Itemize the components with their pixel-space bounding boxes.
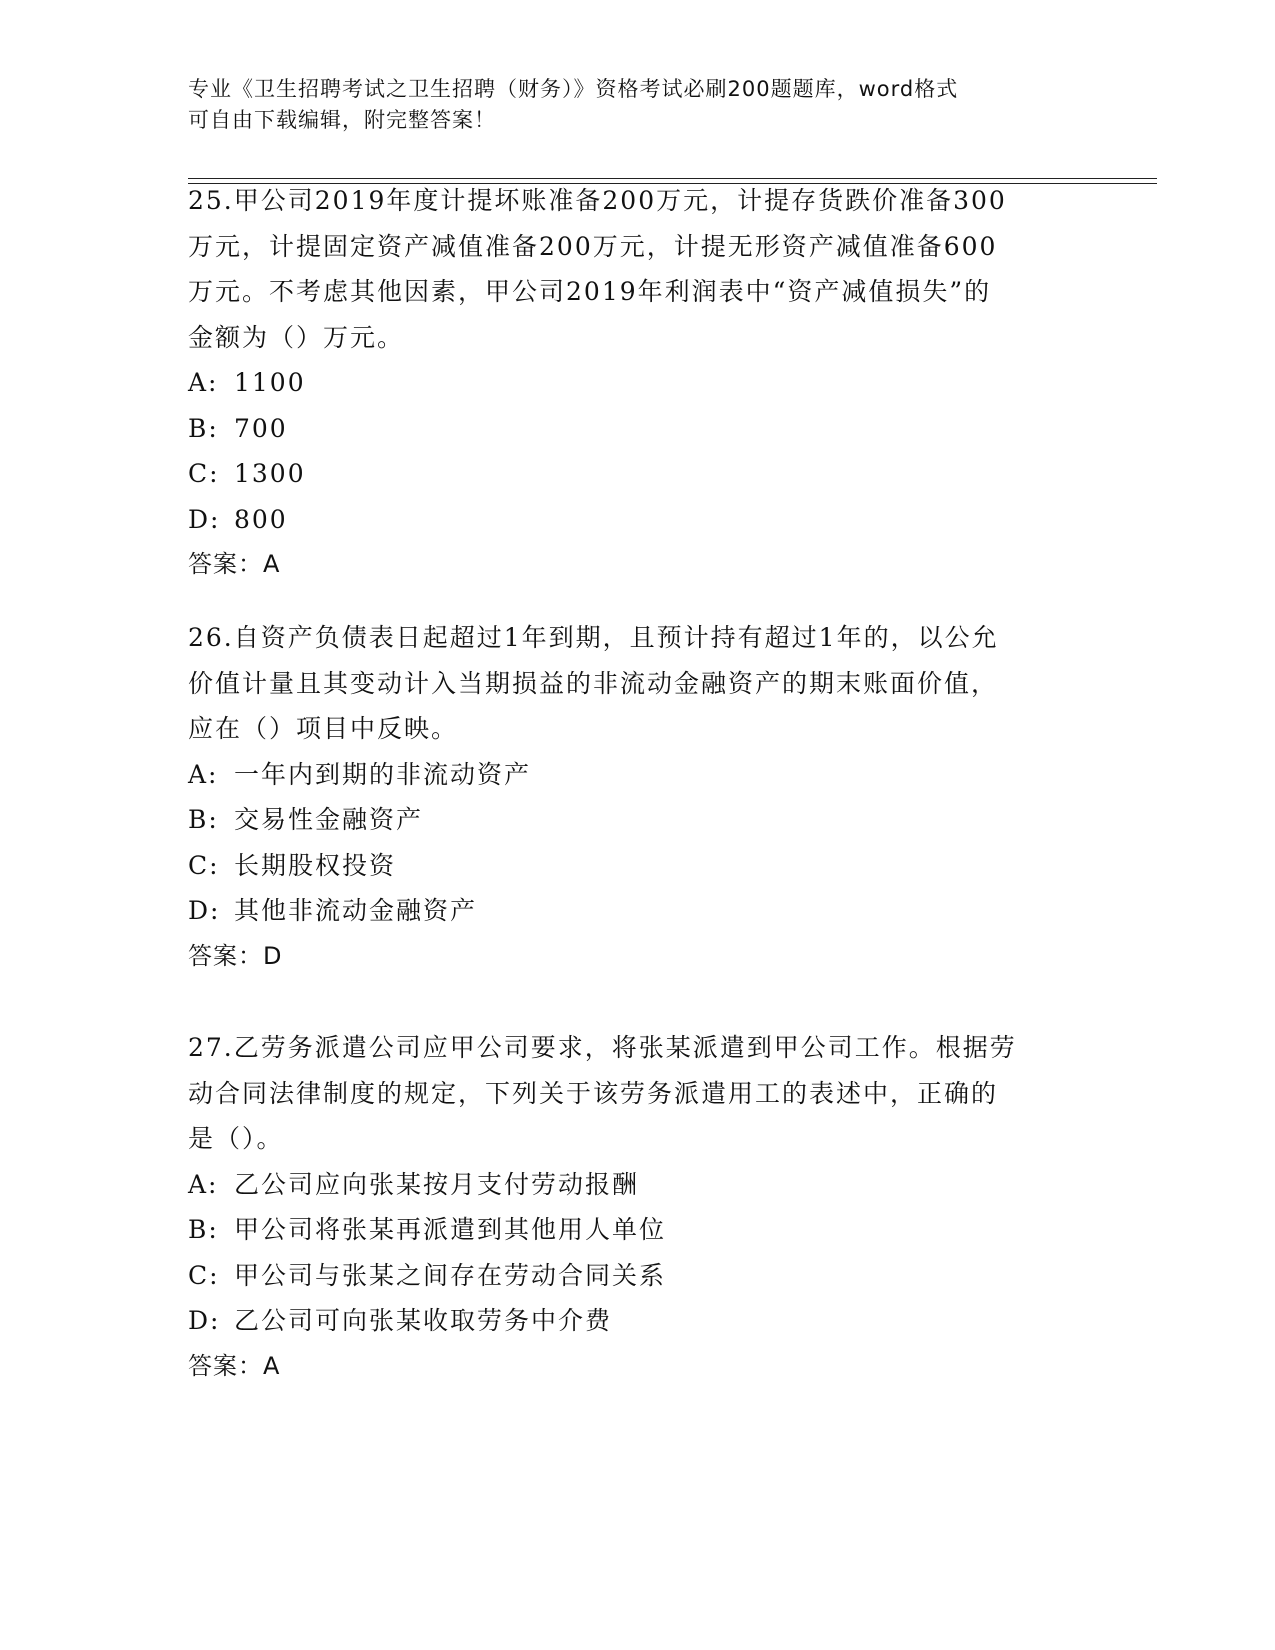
answer-line: 答案：A (188, 550, 281, 578)
option-letter: A: (188, 759, 219, 789)
option-text: 1100 (234, 368, 306, 397)
option-d (188, 888, 1088, 934)
option-d (188, 1298, 1088, 1344)
question-stem-line: 27.乙劳务派遣公司应甲公司要求，将张某派遣到甲公司工作。根据劳 (188, 1033, 1017, 1062)
question-stem-line: 万元，计提固定资产减值准备200万元，计提无形资产减值准备600 (188, 231, 998, 261)
option-c (188, 843, 1088, 889)
option-text: 700 (234, 413, 288, 443)
question-stem-line: 25.甲公司2019年度计提坏账准备200万元，计提存货跌价准备300 (188, 186, 1007, 215)
question-stem-line: 动合同法律制度的规定，下列关于该劳务派遣用工的表述中，正确的 (188, 1078, 999, 1108)
option-text: 一年内到期的非流动资产 (234, 759, 532, 789)
option-letter: B: (188, 1215, 219, 1244)
option-letter: D: (188, 896, 221, 925)
option-letter: B: (188, 805, 219, 834)
question-25 (188, 178, 1088, 588)
option-b (188, 797, 1088, 843)
option-letter: A: (188, 1169, 219, 1199)
question-26 (188, 615, 1088, 979)
question-stem-line: 应在（）项目中反映。 (188, 714, 459, 743)
option-letter: A: (188, 368, 219, 397)
option-a (188, 752, 1088, 798)
option-letter: C: (188, 1260, 220, 1290)
option-text: 长期股权投资 (234, 850, 397, 880)
option-text: 甲公司与张某之间存在劳动合同关系 (234, 1260, 667, 1290)
question-stem-line: 26.自资产负债表日起超过1年到期，且预计持有超过1年的，以公允 (188, 623, 999, 652)
header-title-line-2: 可自由下载编辑，附完整答案！ (188, 108, 496, 132)
option-text: 乙公司应向张某按月支付劳动报酬 (234, 1169, 640, 1199)
header-title-line-1: 专业《卫生招聘考试之卫生招聘（财务）》资格考试必刷200题题库，word格式 (188, 77, 959, 101)
option-c (188, 1253, 1088, 1299)
option-text: 800 (234, 504, 288, 534)
question-stem-line: 价值计量且其变动计入当期损益的非流动金融资产的期末账面价值， (188, 668, 999, 698)
answer-line: 答案：A (188, 1351, 281, 1380)
question-stem-line: 金额为（）万元。 (188, 322, 405, 352)
option-letter: D: (188, 1306, 221, 1335)
option-letter: B: (188, 413, 219, 443)
option-d (188, 497, 1088, 543)
option-text: 1300 (234, 459, 306, 488)
option-text: 乙公司可向张某收取劳务中介费 (234, 1306, 613, 1335)
option-letter: C: (188, 459, 220, 488)
question-stem-line: 万元。不考虑其他因素，甲公司2019年利润表中“资产减值损失”的 (188, 277, 992, 306)
option-a (188, 1162, 1088, 1208)
option-a (188, 360, 1088, 406)
option-letter: D: (188, 504, 221, 534)
document-header (188, 74, 1088, 136)
option-text: 交易性金融资产 (234, 805, 424, 834)
option-b (188, 1207, 1088, 1253)
option-letter: C: (188, 850, 220, 880)
option-c (188, 451, 1088, 497)
answer-line: 答案：D (188, 941, 283, 970)
option-b (188, 406, 1088, 452)
question-stem-line: 是（）。 (188, 1124, 284, 1153)
option-text: 其他非流动金融资产 (234, 896, 478, 925)
question-27 (188, 1025, 1088, 1389)
option-text: 甲公司将张某再派遣到其他用人单位 (234, 1215, 667, 1244)
